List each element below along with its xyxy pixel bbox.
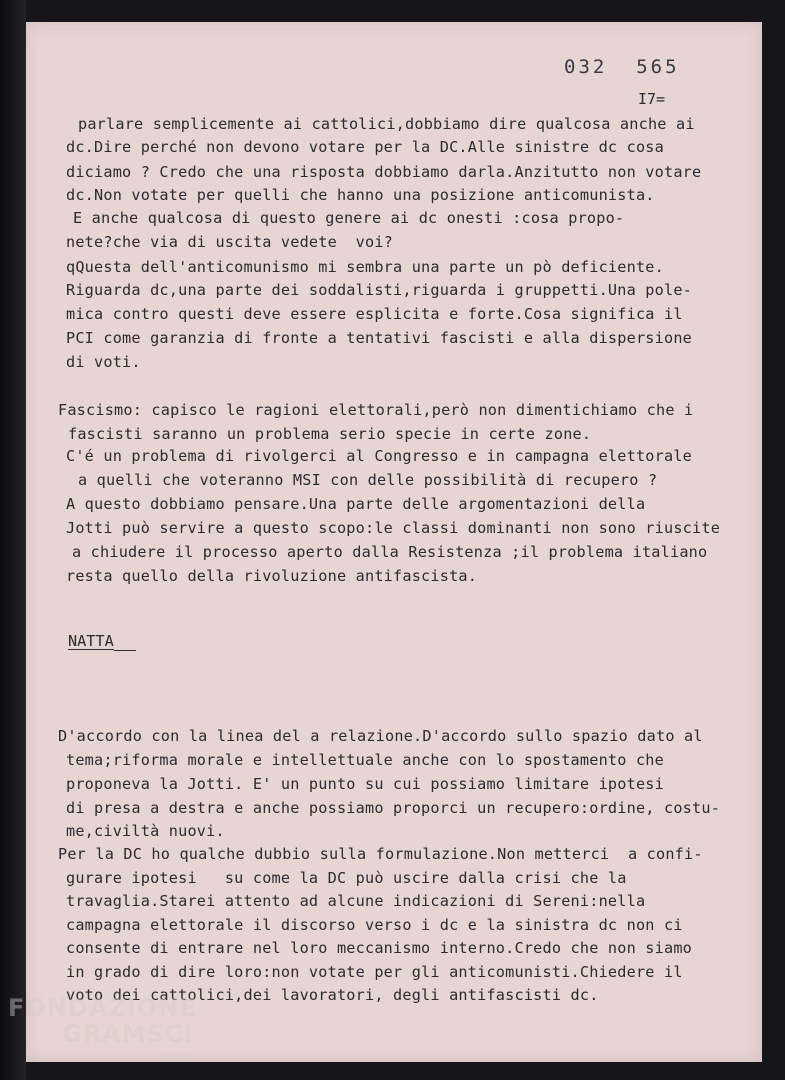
text-line: dc.Non votate per quelli che hanno una posizione anticomunista. bbox=[66, 186, 655, 204]
text-line: fascisti saranno un problema serio specie in certe zone. bbox=[68, 425, 592, 443]
text-line: Riguarda dc,una parte dei soddalisti,riguarda i gruppetti.Una pole- bbox=[66, 281, 693, 299]
section-heading: NATTA bbox=[68, 632, 114, 650]
text-line: nete?che via di uscita vedete voi? bbox=[66, 233, 394, 251]
text-line: Jotti può servire a questo scopo:le classi dominanti non sono riuscite bbox=[66, 519, 721, 537]
text-line: PCI come garanzia di fronte a tentativi fascisti e alla dispersione bbox=[66, 329, 693, 347]
text-line: Fascismo: capisco le ragioni elettorali,però non dimentichiamo che i bbox=[58, 401, 694, 419]
text-line: dc.Dire perché non devono votare per la DC.Alle sinistre dc cosa bbox=[66, 138, 664, 156]
text-line: proponeva la Jotti. E' un punto su cui possiamo limitare ipotesi bbox=[66, 775, 664, 793]
text-line: tema;riforma morale e intellettuale anche con lo spostamento che bbox=[66, 751, 664, 769]
fondazione-gramsci-watermark-logo bbox=[0, 990, 230, 1070]
text-line: campagna elettorale il discorso verso i dc e la sinistra dc non ci bbox=[66, 916, 683, 934]
text-line: D'accordo con la linea del a relazione.D'accordo sullo spazio dato al bbox=[58, 727, 703, 745]
text-line: in grado di dire loro:non votate per gli anticomunisti.Chiedere il bbox=[66, 963, 683, 981]
archive-document-number: 032 565 bbox=[564, 56, 680, 78]
text-line: gurare ipotesi su come la DC può uscire dalla crisi che la bbox=[66, 869, 627, 887]
text-line: A questo dobbiamo pensare.Una parte delle argomentazioni della bbox=[66, 495, 646, 513]
text-line: E anche qualcosa di questo genere ai dc onesti :cosa propo- bbox=[73, 209, 625, 227]
text-line: me,civiltà nuovi. bbox=[66, 822, 225, 840]
text-line: voto dei cattolici,dei lavoratori, degli antifascisti dc. bbox=[66, 986, 599, 1004]
text-line: di presa a destra e anche possiamo proporci un recupero:ordine, costu- bbox=[66, 799, 721, 817]
text-line: C'é un problema di rivolgerci al Congresso e in campagna elettorale bbox=[66, 447, 693, 465]
text-line: Per la DC ho qualche dubbio sulla formulazione.Non metterci a confi- bbox=[58, 845, 703, 863]
scan-background-edge bbox=[0, 0, 26, 1080]
watermark-line2: GRAMSCI bbox=[62, 1020, 194, 1048]
watermark-line1: FONDAZIONE bbox=[8, 994, 197, 1022]
text-line: diciamo ? Credo che una risposta dobbiamo darla.Anzitutto non votare bbox=[66, 163, 702, 181]
text-line: a chiudere il processo aperto dalla Resistenza ;il problema italiano bbox=[72, 543, 708, 561]
text-line: qQuesta dell'anticomunismo mi sembra una parte un pò deficiente. bbox=[66, 258, 664, 276]
text-line: consente di entrare nel loro meccanismo interno.Credo che non siamo bbox=[66, 939, 693, 957]
text-line: parlare semplicemente ai cattolici,dobbiamo dire qualcosa anche ai bbox=[78, 115, 695, 133]
heading-underline bbox=[114, 650, 136, 651]
page-number: I7= bbox=[638, 90, 666, 108]
watermark-sub: onlus bbox=[160, 1052, 187, 1063]
typewritten-page bbox=[26, 22, 762, 1062]
text-line: resta quello della rivoluzione antifascista. bbox=[66, 567, 478, 585]
text-line: mica contro questi deve essere esplicita e forte.Cosa significa il bbox=[66, 305, 683, 323]
text-line: travaglia.Starei attento ad alcune indicazioni di Sereni:nella bbox=[66, 892, 646, 910]
text-line: a quelli che voteranno MSI con delle possibilità di recupero ? bbox=[78, 471, 658, 489]
text-line: di voti. bbox=[66, 353, 141, 371]
